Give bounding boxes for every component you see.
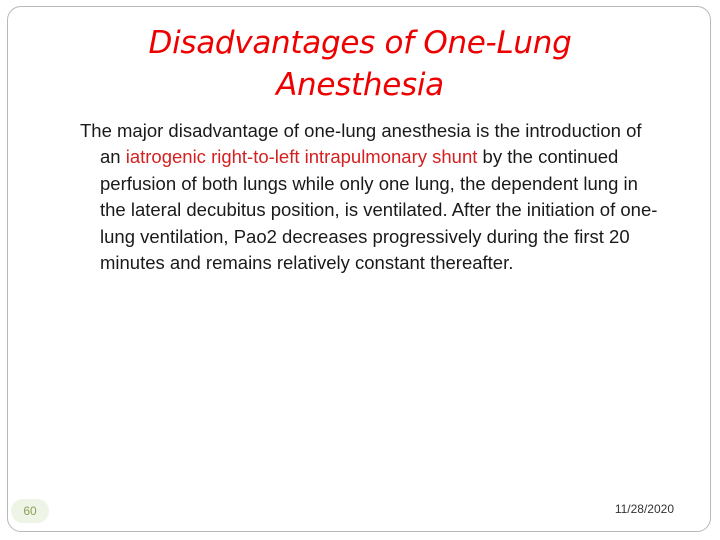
slide-number: 60 (11, 499, 49, 523)
slide-title-line-1: Disadvantages of One-Lung (148, 25, 572, 61)
slide-body (80, 118, 660, 276)
slide-title (60, 22, 660, 106)
slide-date: 11/28/2020 (614, 502, 674, 516)
slide-title-line-2: Anesthesia (276, 67, 444, 103)
body-paragraph (80, 118, 660, 276)
body-text-part-3: by the continued perfusion of both lungs while only one lung, the dependent lung in the lateral decubitus position, is ventilated. After the initiation of one-lung ventilation, Pao2 decreases progressively during the first 20 minutes and remains relatively constant thereafter. (100, 146, 658, 274)
highlight-iatrogenic-shunt: iatrogenic right-to-left intrapulmonary (125, 146, 427, 168)
body-text-part-1: The major disadvantage of one-lung anesthesia is the introduction of an (80, 120, 642, 168)
highlight-shunt: shunt (432, 146, 478, 168)
